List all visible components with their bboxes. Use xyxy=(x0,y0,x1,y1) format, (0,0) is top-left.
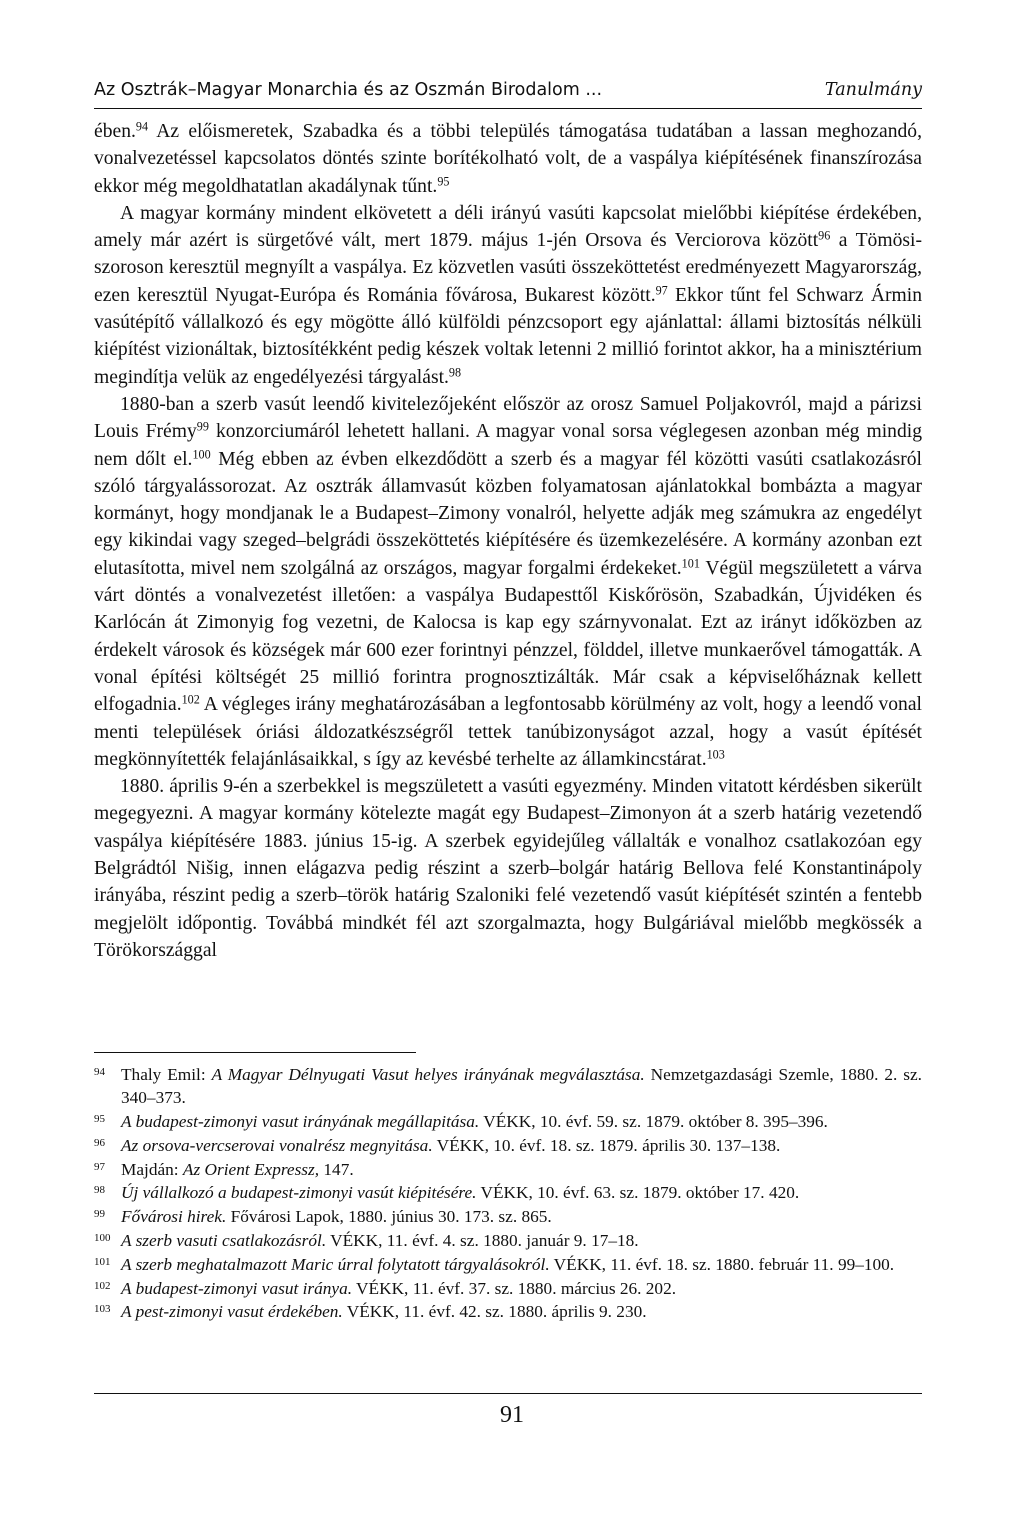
body-text-run: ében. xyxy=(94,121,136,142)
footnote-reference: 101 xyxy=(681,556,700,571)
body-text-run: Még ebben az évben elkezdődött a szerb és a magyar fél közötti vasúti csatlakozásról szóló tárgyalássorozat. Az osztrák államvasút közben folyamatosan ajánlatokkal bombázta a magyar kormányt, hogy mondjanak le a Budapest–Zimony vonalról, helyette adják meg számukra az engedélyt egy kikindai vagy szeged–belgrádi összeköttetés kiépítésére és üzemkezelésére. A kormány azonban ezt elutasította, mivel nem szolgálná az országos, magyar forgalmi érdekeket. xyxy=(94,448,922,579)
footnote-item xyxy=(94,1253,922,1276)
footnote-title: A Magyar Délnyugati Vasut helyes irányának megválasztása. xyxy=(211,1065,645,1084)
footnote-reference: 100 xyxy=(192,446,211,461)
footnote-text: VÉKK, 10. évf. 63. sz. 1879. október 17. 420. xyxy=(476,1183,800,1203)
footnote-reference: 96 xyxy=(818,228,831,243)
footnote-title: A budapest-zimonyi vasut irányának megállapitása. xyxy=(121,1112,480,1132)
body-paragraph xyxy=(94,118,922,200)
footnote-title: Új vállalkozó a budapest-zimonyi vasút kiépitésére. xyxy=(121,1183,477,1203)
footnote-title: Fővárosi hirek. xyxy=(121,1207,227,1227)
footnote-number: 96 xyxy=(94,1136,105,1149)
footnote-item xyxy=(94,1277,922,1300)
footnotes xyxy=(94,1063,922,1324)
body-text xyxy=(94,118,922,964)
footnote-text: VÉKK, 11. évf. 37. sz. 1880. március 26. 202. xyxy=(352,1278,677,1298)
header-rule xyxy=(94,108,922,109)
footnote-text: VÉKK, 10. évf. 18. sz. 1879. április 30. 137–138. xyxy=(432,1135,781,1155)
body-text-run: Az előismeretek, Szabadka és a többi település támogatása tudatában a lassan meghozandó, vonalvezetéssel kapcsolatos döntés szinte borítékolható volt, de a vaspálya kiépítésének finanszírozása ekkor még megoldhatatlan akadálynak tűnt. xyxy=(94,121,922,197)
footnote-title: Az Orient Expressz, xyxy=(182,1159,320,1179)
footnote-number: 94 xyxy=(94,1066,105,1078)
footnote-text: 147. xyxy=(319,1159,354,1179)
footnote-number: 103 xyxy=(94,1303,111,1316)
footnote-item xyxy=(94,1063,922,1110)
body-text-run: 1880. április 9-én a szerbekkel is megszületett a vasúti egyezmény. Minden vitatott kérdésben sikerült megegyezni. A magyar kormány kötelezte magát egy Budapest–Zimonyon át a szerb határig vezetendő vaspálya kiépítésére 1883. június 15-ig. A szerbek egyidejűleg vállalták e vonalhoz csatlakozóan egy Belgrádtól Nišig, innen elágazva pedig részint a szerb–bolgár határig Bellova felé Konstantinápoly irányába, részint pedig a szerb–török határig Szaloniki felé vezetendő vasút kiépítését szintén a fentebb megjelölt időpontig. Továbbá mindkét fél azt szorgalmazta, hogy Bulgáriával mielőbb megkössék a Törökországgal xyxy=(94,776,922,961)
body-paragraph xyxy=(94,773,922,964)
footnote-item xyxy=(94,1134,922,1157)
body-text-run: 1880-ban a szerb vasút leendő kivitelezőjeként először az orosz Samuel Poljakovról, majd a párizsi Louis Frémy xyxy=(94,393,922,443)
footnote-text: Thaly Emil: xyxy=(121,1065,212,1084)
footnote-title: A szerb meghatalmazott Maric úrral folytatott tárgyalásokról. xyxy=(121,1254,550,1274)
footnote-separator xyxy=(94,1052,416,1053)
footnote-number: 99 xyxy=(94,1208,105,1221)
footnote-text: VÉKK, 11. évf. 4. sz. 1880. január 9. 17–18. xyxy=(326,1231,639,1251)
body-text-run: Ekkor tűnt fel Schwarz Ármin vasútépítő vállalkozó és egy mögötte álló külföldi pénzcsoport egy ajánlattal: állami biztosítás nélküli kiépítést vizionáltak, biztosítékként pedig készek voltak letenni 2 millió forintot akkor, ha a minisztérium megindítja velük az engedélyezési tárgyalást. xyxy=(94,284,922,388)
footnote-reference: 97 xyxy=(655,283,668,298)
footnote-reference: 94 xyxy=(135,119,149,134)
footnote-text: Fővárosi Lapok, 1880. június 30. 173. sz. 865. xyxy=(226,1207,552,1227)
running-header-title: Az Osztrák–Magyar Monarchia és az Oszmán Birodalom ... xyxy=(94,80,603,100)
body-text-run: Végül megszületett a várva várt döntés a vonalvezetést illetően: a vaspálya Budapesttől Kiskőrösön, Szabadkán, Újvidéken és Karlócán át Zimonyig fog vezetni, de Kalocsa is kap egy szárnyvonalat. Ezt az irányt időközben az érdekelt városok és községek már 600 ezer forintnyi pénzzel, földdel, illetve munkaerővel támogatták. A vonal építési költségét 25 millió forintra prognosztizálták. Már csak a képviselőháznak kellett elfogadnia. xyxy=(94,557,922,716)
footnote-item xyxy=(94,1205,922,1228)
footnote-item xyxy=(94,1158,922,1181)
footnote-reference: 103 xyxy=(706,747,725,762)
footnote-title: A budapest-zimonyi vasut iránya. xyxy=(121,1278,353,1298)
footnote-item xyxy=(94,1110,922,1133)
body-text-run: A magyar kormány mindent elkövetett a déli irányú vasúti kapcsolat mielőbbi kiépítése érdekében, amely már azért is sürgetővé vált, mert 1879. május 1-jén Orsova és Verciorova között xyxy=(94,202,922,252)
footnote-number: 102 xyxy=(94,1279,111,1292)
footnote-item xyxy=(94,1181,922,1204)
footnote-number: 101 xyxy=(94,1255,111,1268)
footnote-text: Nemzetgazdasági Szemle, 1880. 2. sz. 340–373. xyxy=(121,1065,922,1108)
footnote-reference: 99 xyxy=(196,419,209,434)
body-text-run: konzorciumáról lehetett hallani. A magyar vonal sorsa véglegesen azonban még mindig nem dőlt el. xyxy=(94,421,922,470)
footnote-number: 100 xyxy=(94,1232,111,1245)
body-text-run: a Tömösi-szoroson keresztül megnyílt a vaspálya. Ez közvetlen vasúti összeköttetést eredményezett Magyarország, ezen keresztül Nyugat-Európa és Románia fővárosa, Bukarest között. xyxy=(94,230,922,306)
footnote-number: 98 xyxy=(94,1184,105,1197)
footnote-reference: 102 xyxy=(181,692,200,707)
footnote-title: Az orsova-vercserovai vonalrész megnyitása. xyxy=(121,1135,433,1155)
footnote-item xyxy=(94,1229,922,1252)
footnote-title: A szerb vasuti csatlakozásról. xyxy=(121,1231,327,1251)
footnote-reference: 95 xyxy=(437,173,450,188)
running-header-section: Tanulmány xyxy=(824,80,922,100)
footnote-number: 95 xyxy=(94,1113,105,1126)
footnote-item xyxy=(94,1300,922,1323)
footnote-text: Majdán: xyxy=(121,1159,183,1179)
footnote-text: VÉKK, 11. évf. 18. sz. 1880. február 11. 99–100. xyxy=(549,1254,895,1274)
body-paragraph xyxy=(94,200,922,391)
footnote-reference: 98 xyxy=(448,365,462,379)
body-text-run: A végleges irány meghatározásában a legfontosabb körülmény az volt, hogy a leendő vonal menti települések óriási áldozatkészségről tettek tanúbizonyságot azzal, hogy a vasút építését megkönnyítették felajánlásaikkal, s így az kevésbé terhelte az államkincstárat. xyxy=(94,694,922,770)
footer-rule xyxy=(94,1393,922,1394)
footnote-text: VÉKK, 11. évf. 42. sz. 1880. április 9. 230. xyxy=(342,1302,647,1322)
body-paragraph xyxy=(94,391,922,773)
page-number: 91 xyxy=(500,1402,524,1428)
footnote-text: VÉKK, 10. évf. 59. sz. 1879. október 8. 395–396. xyxy=(479,1112,828,1132)
footnote-title: A pest-zimonyi vasut érdekében. xyxy=(121,1302,343,1322)
footnote-number: 97 xyxy=(94,1160,105,1173)
running-header xyxy=(94,80,922,100)
